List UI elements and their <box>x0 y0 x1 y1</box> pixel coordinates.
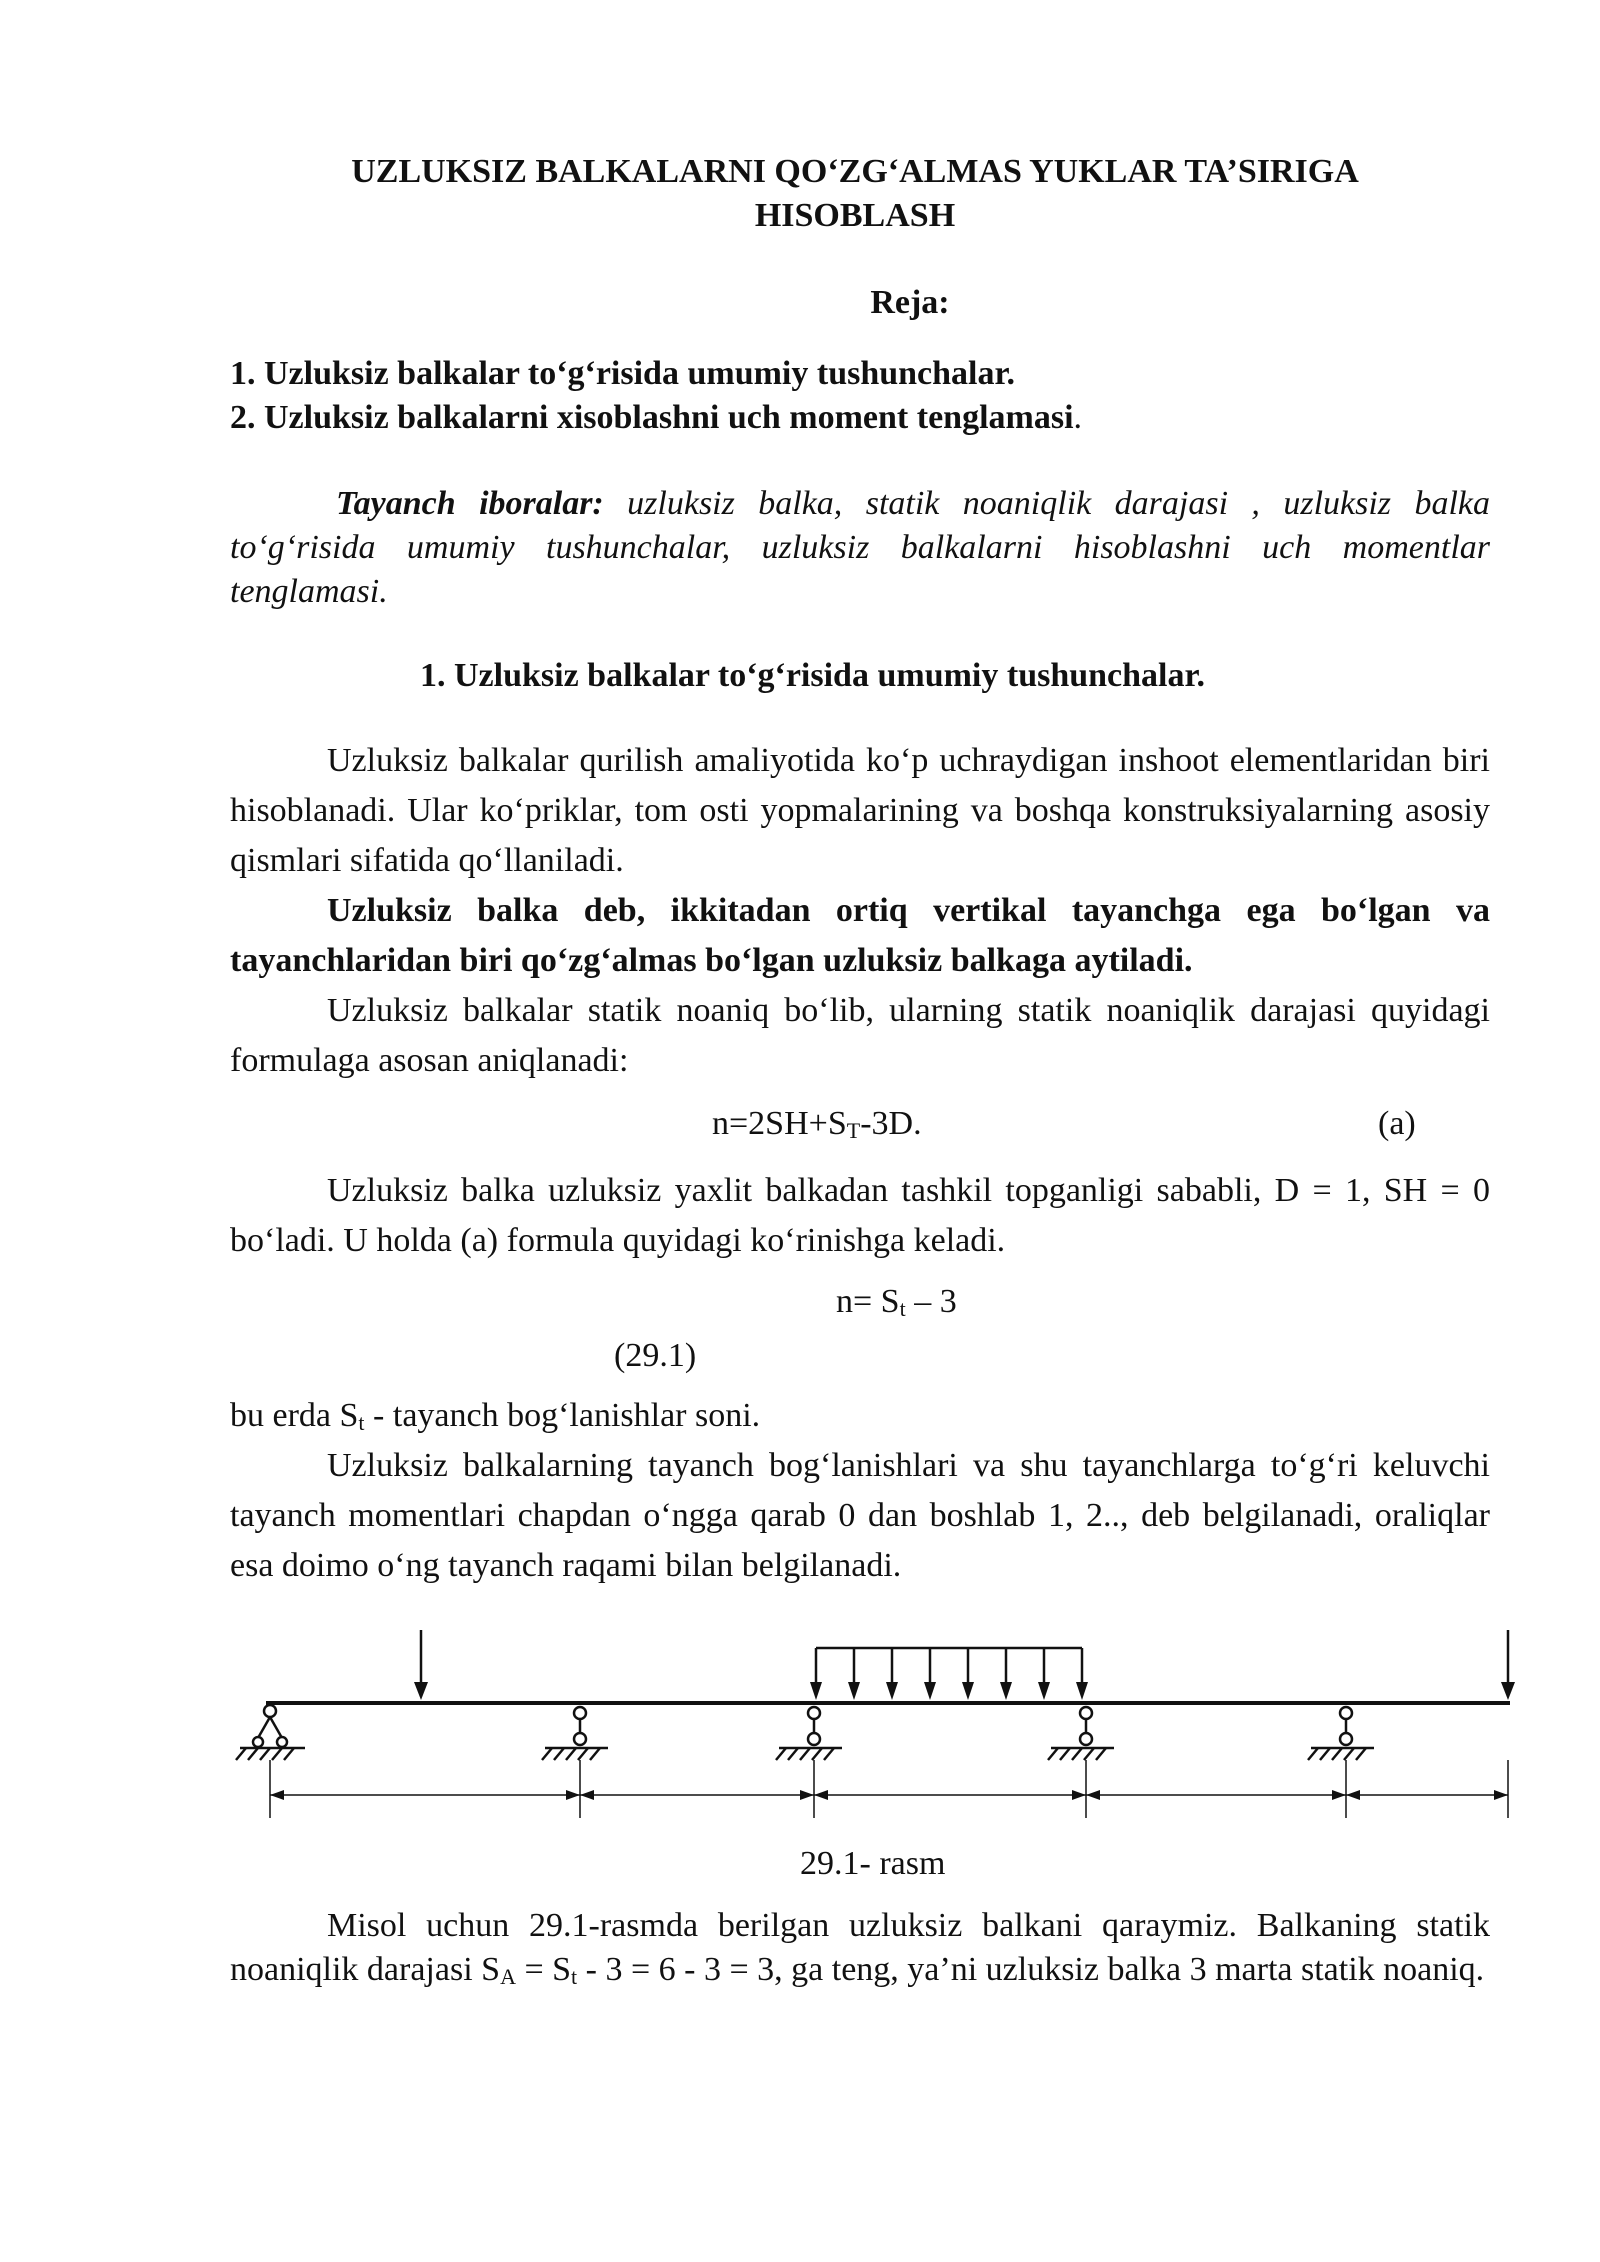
formula-b: $n= S_t - 3$ <box>836 1283 957 1321</box>
span-dimension-lines <box>270 1760 1508 1818</box>
plan-item-1: 1. Uzluksiz balkalar to‘g‘risida umumiy tushunchalar. <box>230 355 1015 392</box>
formula-b-label: (29.1) <box>614 1337 697 1374</box>
roller-support-3-icon <box>1048 1707 1114 1760</box>
section-1-heading: 1. Uzluksiz balkalar to‘g‘risida umumiy tushunchalar. <box>420 657 1205 694</box>
paragraph-continuous: Uzluksiz balka uzluksiz yaxlit balkadan tashkil topganligi sababli, D = 1, SH = 0 bo‘ladi. U holda (a) formula quyidagi ko‘rinishga keladi. <box>230 1172 1490 1259</box>
point-load-left-icon <box>414 1630 428 1700</box>
plan-heading: Reja: <box>870 284 950 321</box>
formula-a-label: (a) <box>1378 1105 1416 1142</box>
pin-support-icon <box>236 1705 305 1760</box>
distributed-load-icon <box>810 1648 1088 1700</box>
paragraph-where: bu erda $S_t$ - tayanch bog‘lanishlar soni. <box>230 1397 761 1435</box>
paragraph-example: Misol uchun 29.1-rasmda berilgan uzluksiz balkani qaraymiz. Balkaning statik noaniqlik darajasi $S_A = S_t - 3 = 6 - 3 = 3$, ga teng, ya’ni uzluksiz balka 3 marta statik noaniq. <box>230 1907 1490 1989</box>
figure-caption: 29.1- rasm <box>800 1845 946 1882</box>
point-load-right-icon <box>1501 1630 1515 1700</box>
keywords-label: Tayanch iboralar: <box>336 485 604 522</box>
title-line-2: HISOBLASH <box>754 197 956 234</box>
paragraph-indeterminacy: Uzluksiz balkalar statik noaniq bo‘lib, ularning statik noaniqlik darajasi quyidagi formulaga asosan aniqlanadi: <box>230 992 1490 1079</box>
roller-support-4-icon <box>1308 1707 1374 1760</box>
title-line-1: UZLUKSIZ BALKALARNI QO‘ZG‘ALMAS YUKLAR TA’SIRIGA <box>351 153 1359 190</box>
definition-paragraph: Uzluksiz balka deb, ikkitadan ortiq vertikal tayanchga ega bo‘lgan va tayanchlaridan biri qo‘zg‘almas bo‘lgan uzluksiz balkaga aytiladi. <box>230 892 1490 979</box>
roller-support-2-icon <box>776 1707 842 1760</box>
formula-a: $n=2SH+S_T-3D$. <box>712 1105 922 1143</box>
paragraph-numbering: Uzluksiz balkalarning tayanch bog‘lanishlari va shu tayanchlarga to‘g‘ri keluvchi tayanch momentlari chapdan o‘ngga qarab 0 dan boshlab 1, 2.., deb belgilanadi, oraliqlar esa doimo o‘ng tayanch raqami bilan belgilanadi. <box>230 1447 1490 1584</box>
paragraph-intro: Uzluksiz balkalar qurilish amaliyotida ko‘p uchraydigan inshoot elementlaridan biri hisoblanadi. Ular ko‘priklar, tom osti yopmalarining va boshqa konstruksiyalarning asosiy qismlari sifatida qo‘llaniladi. <box>230 742 1490 879</box>
plan-item-2: 2. Uzluksiz balkalarni xisoblashni uch moment tenglamasi. <box>230 399 1083 436</box>
roller-support-1-icon <box>542 1707 608 1760</box>
plan-item-2-tail: . <box>1073 399 1083 436</box>
keywords-text: uzluksiz balka, statik noaniqlik darajasi , uzluksiz balka to‘g‘risida umumiy tushunchalar, uzluksiz balkalarni hisoblashni uch momentlar tenglamasi. <box>230 485 1490 610</box>
